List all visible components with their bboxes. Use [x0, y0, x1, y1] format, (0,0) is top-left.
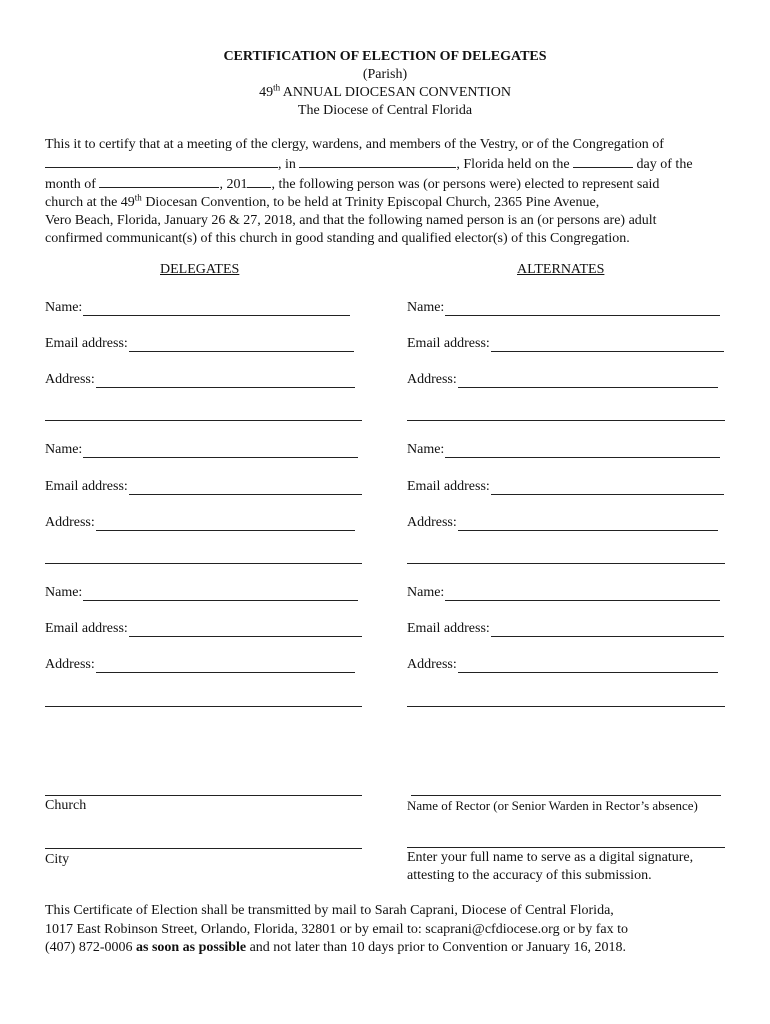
delegate-1-address-input[interactable] — [96, 373, 355, 388]
alternate-2-name-input[interactable] — [445, 443, 720, 458]
digital-signature-note — [407, 849, 693, 885]
delegate-1-name-field[interactable]: Name: — [45, 298, 350, 316]
alternate-3-address-field[interactable]: Address: — [407, 655, 718, 673]
delegate-1-address-line-2[interactable] — [45, 419, 362, 421]
delegate-2-email-input[interactable] — [129, 480, 362, 495]
transmittal-instructions — [45, 902, 735, 958]
certification-statement — [45, 136, 725, 248]
alternate-3-email-field[interactable]: Email address: — [407, 619, 724, 637]
city-signature-line[interactable] — [45, 848, 362, 849]
footer-line-3: (407) 872-0006 as soon as possible and not later than 10 days prior to Convention or January 16, 2018. — [45, 940, 626, 955]
alternate-3-address-line-2[interactable] — [407, 705, 725, 707]
footer-line-2: 1017 East Robinson Street, Orlando, Florida, 32801 or by email to: scaprani@cfdiocese.org or by fax to — [45, 921, 629, 937]
day-blank[interactable] — [573, 154, 633, 168]
statement-line-6: confirmed communicant(s) of this church in good standing and qualified elector(s) of this Congregation. — [45, 231, 630, 246]
city-blank[interactable] — [299, 154, 456, 168]
document-header — [0, 48, 770, 120]
delegate-2-address-line-2[interactable] — [45, 562, 362, 564]
parish-blank[interactable] — [45, 154, 278, 168]
alternate-2-email-field[interactable]: Email address: — [407, 477, 724, 495]
convention-name: ANNUAL DIOCESAN CONVENTION — [280, 85, 511, 100]
alternate-1-address-field[interactable]: Address: — [407, 370, 718, 388]
month-blank[interactable] — [99, 174, 219, 188]
alternates-heading: ALTERNATES — [517, 262, 605, 277]
rector-label: Name of Rector (or Senior Warden in Rector’s absence) — [407, 798, 698, 813]
digital-signature-line[interactable] — [407, 847, 725, 848]
digital-signature-note-line-2: attesting to the accuracy of this submission. — [407, 868, 652, 883]
delegate-3-name-input[interactable] — [83, 586, 358, 601]
alternate-2-name-field[interactable]: Name: — [407, 440, 720, 458]
alternate-1-address-input[interactable] — [458, 373, 718, 388]
alternate-2-address-line-2[interactable] — [407, 562, 725, 564]
document-subtitle: (Parish) — [362, 67, 408, 82]
year-blank[interactable] — [247, 174, 271, 188]
alternate-1-name-field[interactable]: Name: — [407, 298, 720, 316]
delegate-3-address-line-2[interactable] — [45, 705, 362, 707]
statement-line-4: church at the 49th Diocesan Convention, to be held at Trinity Episcopal Church, 2365 Pine Avenue, — [45, 192, 600, 210]
deadline-emphasis: as soon as possible — [136, 940, 247, 955]
digital-signature-note-line-1: Enter your full name to serve as a digital signature, — [407, 850, 694, 865]
alternate-1-email-input[interactable] — [491, 337, 724, 352]
alternate-3-name-field[interactable]: Name: — [407, 583, 720, 601]
convention-title — [0, 84, 770, 102]
alternate-1-name-input[interactable] — [445, 301, 720, 316]
delegate-2-address-field[interactable]: Address: — [45, 513, 355, 531]
document-title: CERTIFICATION OF ELECTION OF DELEGATES — [223, 49, 547, 64]
convention-number: 49 — [259, 85, 274, 100]
alternate-2-address-input[interactable] — [458, 516, 718, 531]
delegate-3-address-input[interactable] — [96, 658, 355, 673]
statement-line-1: This it to certify that at a meeting of the clergy, wardens, and members of the Vestry, or of the Congregation of — [45, 137, 664, 152]
footer-line-1: This Certificate of Election shall be transmitted by mail to Sarah Caprani, Diocese of Central Florida, — [45, 903, 614, 918]
delegate-2-name-field[interactable]: Name: — [45, 440, 358, 458]
alternate-3-email-input[interactable] — [491, 622, 724, 637]
delegate-1-email-field[interactable]: Email address: — [45, 334, 354, 352]
alternate-2-email-input[interactable] — [491, 480, 724, 495]
delegates-heading: DELEGATES — [160, 262, 240, 277]
delegate-1-address-field[interactable]: Address: — [45, 370, 355, 388]
delegate-3-name-field[interactable]: Name: — [45, 583, 358, 601]
rector-signature-line[interactable] — [411, 795, 721, 796]
alternate-3-address-input[interactable] — [458, 658, 718, 673]
church-signature-line[interactable] — [45, 795, 362, 796]
delegate-3-email-input[interactable] — [129, 622, 362, 637]
delegate-2-address-input[interactable] — [96, 516, 355, 531]
delegate-2-name-input[interactable] — [83, 443, 358, 458]
alternate-2-address-field[interactable]: Address: — [407, 513, 718, 531]
delegate-3-address-field[interactable]: Address: — [45, 655, 355, 673]
statement-line-3: month of , 201 , the following person was (or persons were) elected to represent said — [45, 174, 725, 194]
delegate-3-email-field[interactable]: Email address: — [45, 619, 362, 637]
diocese-name: The Diocese of Central Florida — [297, 103, 473, 118]
alternate-3-name-input[interactable] — [445, 586, 720, 601]
alternate-1-address-line-2[interactable] — [407, 419, 725, 421]
delegate-1-name-input[interactable] — [83, 301, 350, 316]
statement-line-5: Vero Beach, Florida, January 26 & 27, 2018, and that the following named person is an (or persons are) adult — [45, 213, 657, 228]
convention-suffix: th — [273, 82, 281, 93]
statement-line-2: , in , Florida held on the day of the — [45, 154, 725, 174]
church-label: Church — [45, 798, 87, 813]
alternate-1-email-field[interactable]: Email address: — [407, 334, 724, 352]
delegate-1-email-input[interactable] — [129, 337, 354, 352]
city-label: City — [45, 852, 70, 867]
delegate-2-email-field[interactable]: Email address: — [45, 477, 362, 495]
